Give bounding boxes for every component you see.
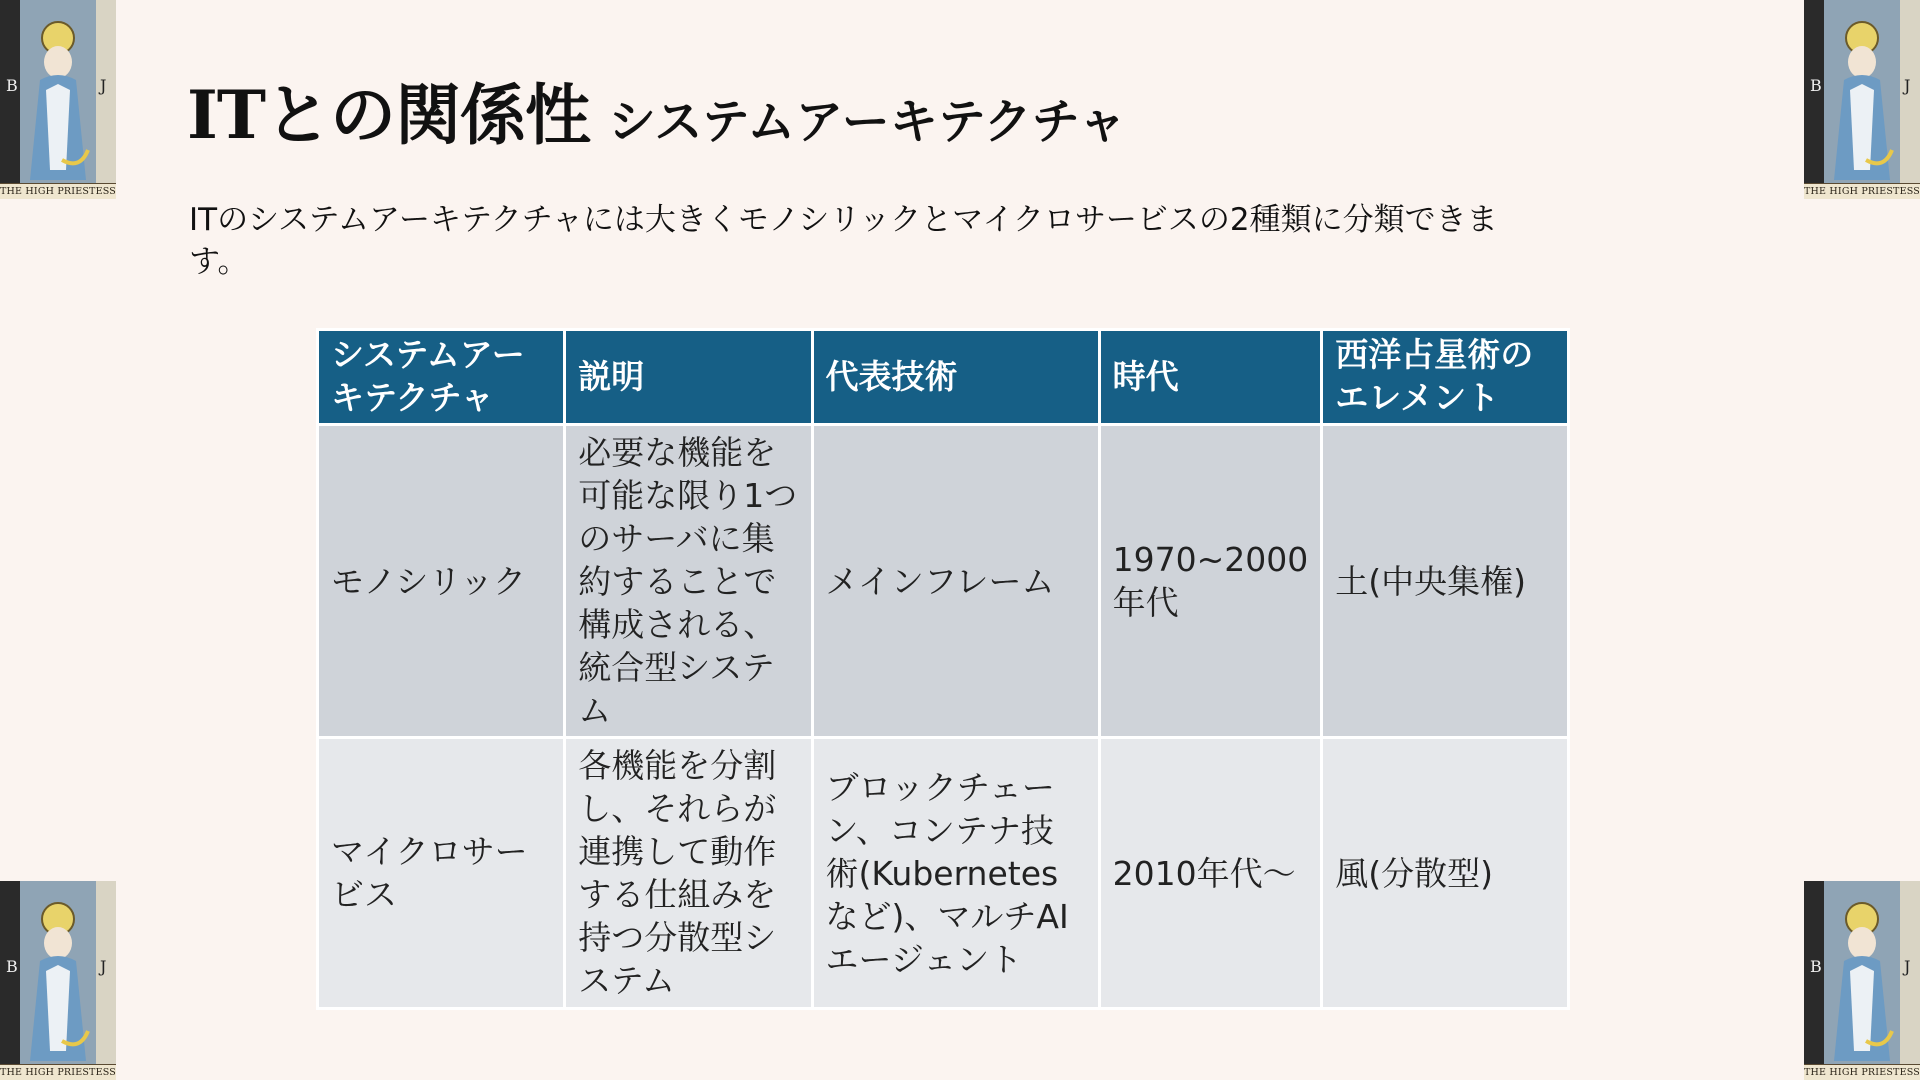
- card-letter-j: J: [100, 957, 107, 976]
- card-caption: THE HIGH PRIESTESS: [1804, 1064, 1920, 1080]
- tarot-card-image-bottom-left: [0, 881, 116, 1080]
- card-caption: THE HIGH PRIESTESS: [0, 183, 116, 199]
- card-letter-b: B: [6, 957, 18, 976]
- cell-technology: ブロックチェーン、コンテナ技術(Kubernetesなど)、マルチAIエージェント: [814, 739, 1098, 1007]
- cell-description: 各機能を分割し、それらが連携して動作する仕組みを持つ分散型システム: [566, 739, 810, 1007]
- cell-technology: メインフレーム: [814, 426, 1098, 736]
- card-letter-b: B: [6, 76, 18, 95]
- slide-title: [187, 62, 1126, 157]
- cell-description: 必要な機能を可能な限り1つのサーバに集約することで構成される、統合型システム: [566, 426, 810, 736]
- tarot-card-image-top-right: [1804, 0, 1920, 199]
- header-description: 説明: [566, 331, 810, 423]
- card-letter-j: J: [100, 76, 107, 95]
- intro-text: ITのシステムアーキテクチャには大きくモノシリックとマイクロサービスの2種類に分類できます。: [189, 202, 1498, 280]
- card-caption: THE HIGH PRIESTESS: [0, 1064, 116, 1080]
- header-technology: 代表技術: [814, 331, 1098, 423]
- cell-era: 2010年代〜: [1101, 739, 1321, 1007]
- card-letter-j: J: [1904, 957, 1911, 976]
- card-letter-j: J: [1904, 76, 1911, 95]
- cell-architecture: マイクロサービス: [319, 739, 563, 1007]
- slide-title-main: ITとの関係性: [187, 76, 590, 154]
- table-row-microservices: [319, 739, 1567, 1007]
- cell-element: 土(中央集権): [1323, 426, 1567, 736]
- card-caption: THE HIGH PRIESTESS: [1804, 183, 1920, 199]
- tarot-card-image-top-left: [0, 0, 116, 199]
- table-header-row: [319, 331, 1567, 423]
- cell-element: 風(分散型): [1323, 739, 1567, 1007]
- cell-architecture: モノシリック: [319, 426, 563, 736]
- header-architecture: システムアーキテクチャ: [319, 331, 563, 423]
- slide-title-sub: システムアーキテクチャ: [608, 94, 1127, 150]
- table-row-monolithic: [319, 426, 1567, 736]
- architecture-table: [316, 328, 1570, 1010]
- card-letter-b: B: [1810, 957, 1822, 976]
- header-era: 時代: [1101, 331, 1321, 423]
- tarot-card-image-bottom-right: [1804, 881, 1920, 1080]
- header-element: 西洋占星術のエレメント: [1323, 331, 1567, 423]
- card-letter-b: B: [1810, 76, 1822, 95]
- cell-era: 1970~2000年代: [1101, 426, 1321, 736]
